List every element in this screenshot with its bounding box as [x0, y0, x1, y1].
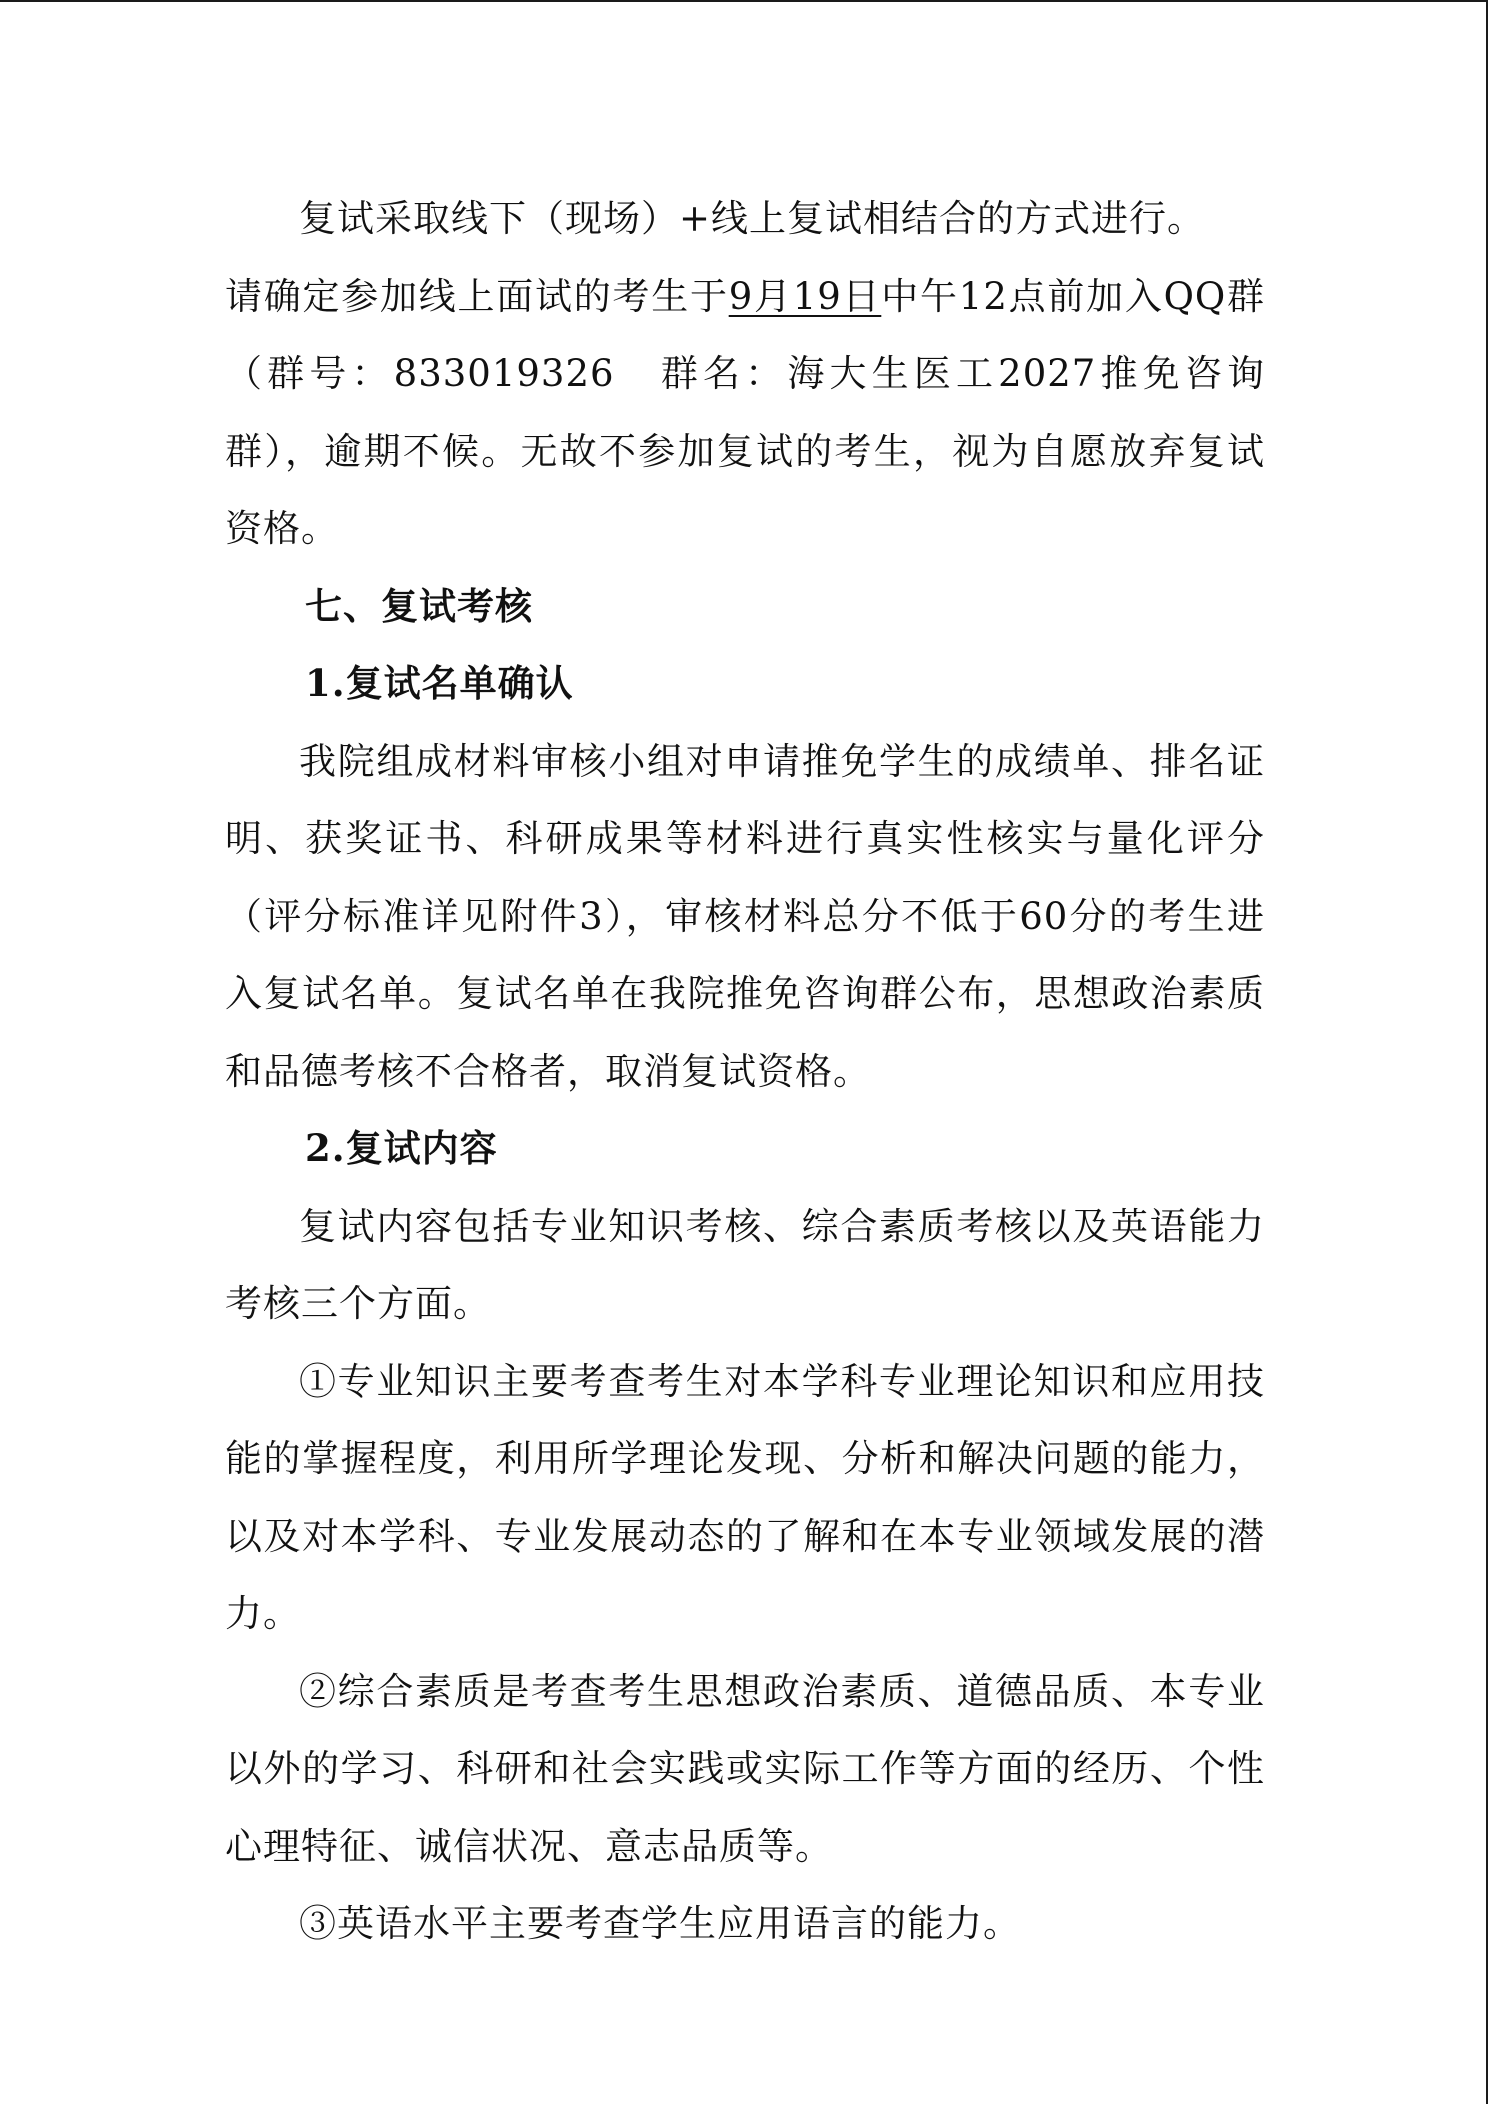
section-7-title: 七、复试考核 — [305, 583, 533, 628]
content-item-2: ②综合素质是考查考生思想政治素质、道德品质、本专业以外的学习、科研和社会实践或实际工作等方面的经历、个性心理特征、诚信状况、意志品质等。 — [225, 1669, 1265, 1868]
subsection-1-title: 1.复试名单确认 — [305, 661, 574, 705]
subsection-1-body: 我院组成材料审核小组对申请推免学生的成绩单、排名证明、获奖证书、科研成果等材料进行真实性核实与量化评分（评分标准详见附件3），审核材料总分不低于60分的考生进入复试名单。复试名单在我院推免咨询群公布，思想政治素质和品德考核不合格者，取消复试资格。 — [225, 739, 1265, 1093]
document-body — [225, 180, 1265, 1963]
deadline-date: 9月19日 — [728, 274, 882, 318]
intro-line-1: 复试采取线下（现场）+线上复试相结合的方式进行。 — [299, 197, 1206, 240]
intro-text-post: 中午12点前加入QQ群（群号：833019326 群名：海大生医工2027推免咨询群），逾期不候。无故不参加复试的考生，视为自愿放弃复试资格。 — [225, 274, 1266, 550]
content-item-1: ①专业知识主要考查考生对本学科专业理论知识和应用技能的掌握程度，利用所学理论发现、分析和解决问题的能力，以及对本学科、专业发展动态的了解和在本专业领域发展的潜力。 — [225, 1359, 1265, 1635]
subsection-2-body: 复试内容包括专业知识考核、综合素质考核以及英语能力考核三个方面。 — [225, 1204, 1265, 1325]
intro-paragraph — [225, 258, 1265, 568]
content-item-3: ③英语水平主要考查学生应用语言的能力。 — [299, 1902, 1021, 1945]
intro-text-pre: 请确定参加线上面试的考生于 — [225, 274, 729, 318]
page-border-top — [0, 0, 1488, 2]
subsection-2-title: 2.复试内容 — [305, 1126, 498, 1170]
